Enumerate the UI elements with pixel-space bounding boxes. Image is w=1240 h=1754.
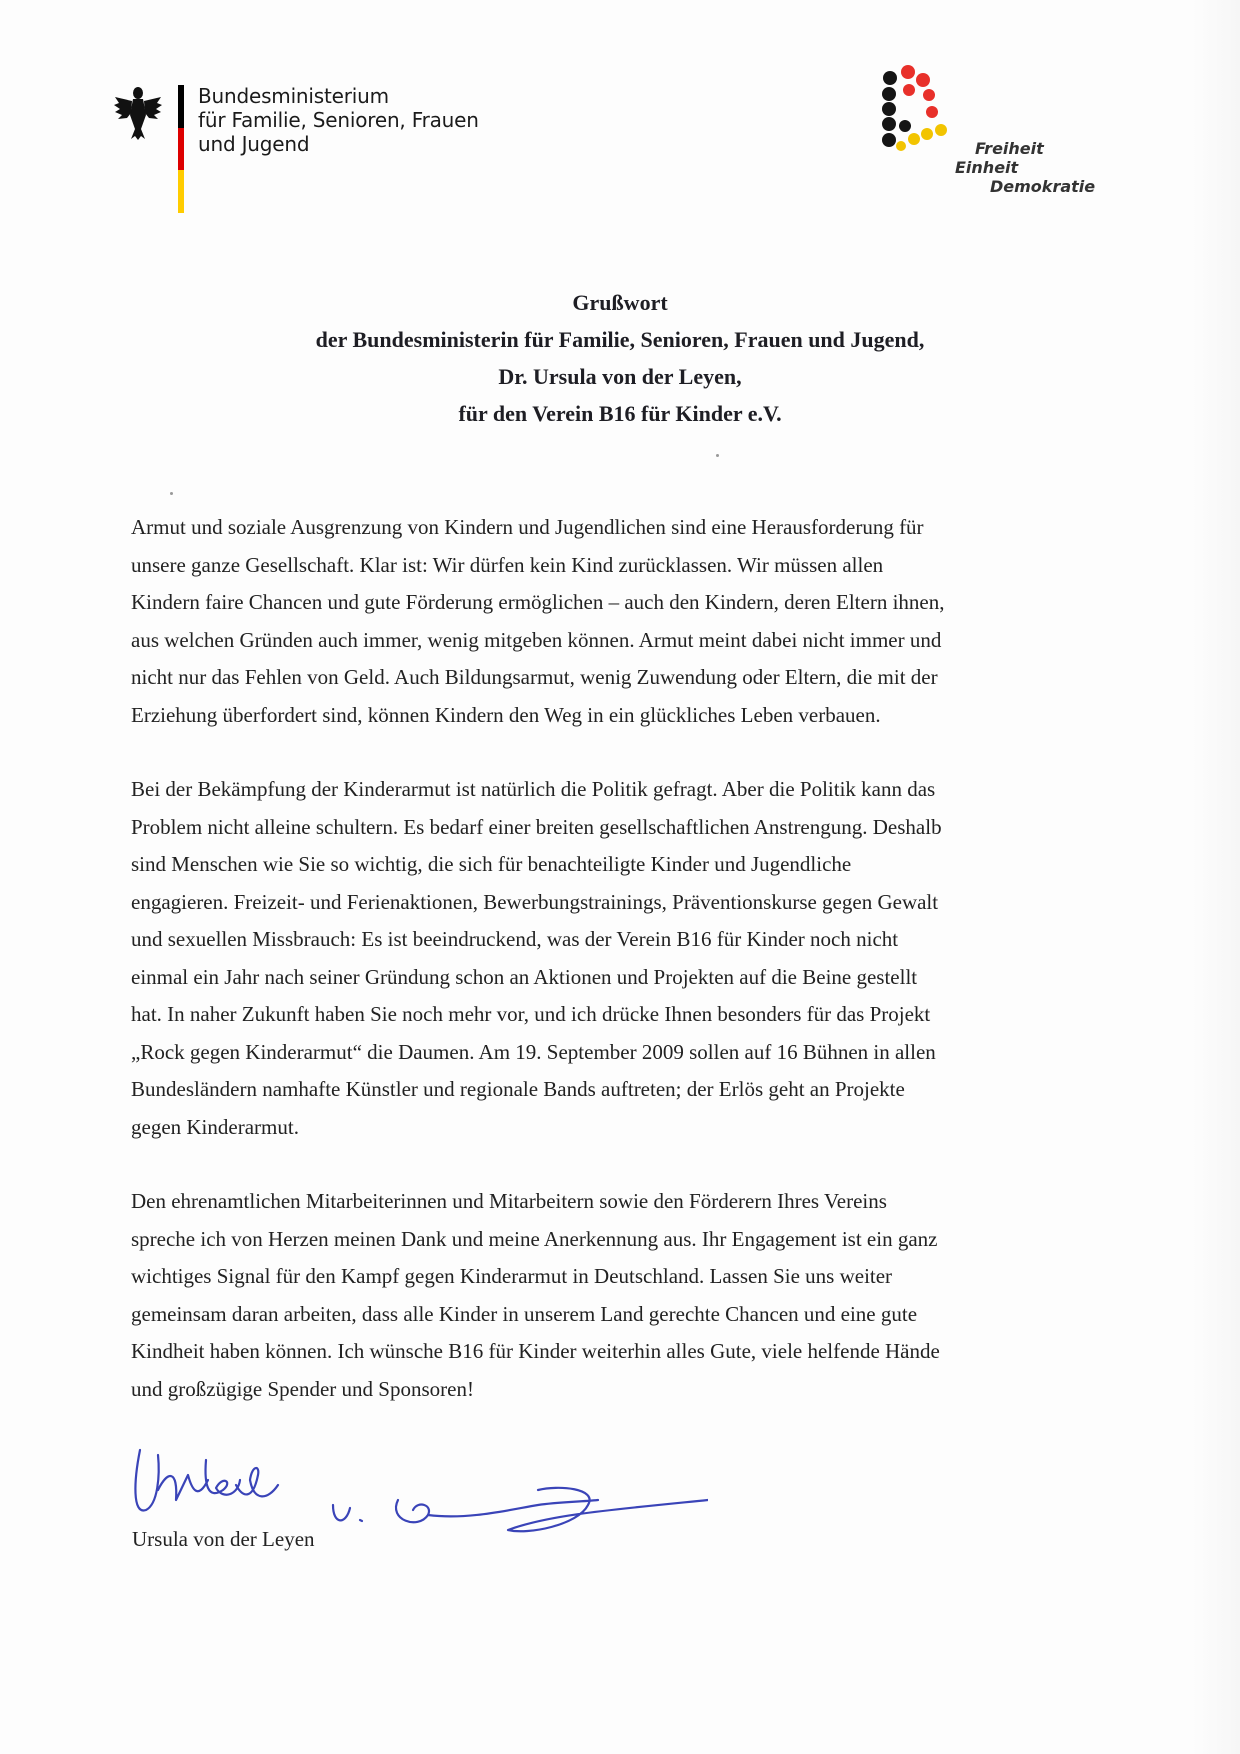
paragraph bbox=[131, 1183, 1111, 1408]
text-line: Kindheit haben können. Ich wünsche B16 für Kinder weiterhin alles Gute, viele helfende Hände bbox=[131, 1339, 940, 1363]
ministry-name bbox=[198, 84, 479, 156]
text-line: Armut und soziale Ausgrenzung von Kindern und Jugendlichen sind eine Herausforderung für bbox=[131, 515, 924, 539]
text-line: „Rock gegen Kinderarmut“ die Daumen. Am 19. September 2009 sollen auf 16 Bühnen in allen bbox=[131, 1039, 936, 1064]
text-line: Den ehrenamtlichen Mitarbeiterinnen und Mitarbeitern sowie den Förderern Ihres Vereins bbox=[131, 1189, 887, 1213]
text-line: gemeinsam daran arbeiten, dass alle Kinder in unserem Land gerechte Chancen und eine gute bbox=[131, 1301, 918, 1326]
flag-stripe-red bbox=[178, 128, 184, 171]
text-line: wichtiges Signal für den Kampf gegen Kinderarmut in Deutschland. Lassen Sie uns weiter bbox=[131, 1264, 893, 1288]
slogan-line: Freiheit bbox=[975, 139, 1044, 158]
slogan-line: Einheit bbox=[955, 158, 1019, 177]
signer-name: Ursula von der Leyen bbox=[132, 1527, 315, 1551]
text-line: engagieren. Freizeit- und Ferienaktionen, Bewerbungstrainings, Präventionskurse gegen Gewalt bbox=[131, 889, 939, 914]
slogan-line: Demokratie bbox=[990, 177, 1096, 196]
text-line: und sexuellen Missbrauch: Es ist beeindruckend, was der Verein B16 für Kinder noch nicht bbox=[131, 927, 899, 951]
text-line: und großzügige Spender und Sponsoren! bbox=[131, 1376, 474, 1401]
ministry-line: und Jugend bbox=[198, 132, 310, 156]
text-line: spreche ich von Herzen meinen Dank und meine Anerkennung aus. Ihr Engagement ist ein ganz bbox=[131, 1226, 938, 1251]
scan-speck bbox=[170, 492, 173, 495]
ministry-line: Bundesministerium bbox=[198, 84, 389, 108]
flag-stripe-gold bbox=[178, 170, 184, 213]
text-line: sind Menschen wie Sie so wichtig, die sich für benachteiligte Kinder und Jugendliche bbox=[131, 852, 852, 876]
scan-speck bbox=[716, 454, 719, 457]
text-line: aus welchen Gründen auch immer, wenig mitgeben können. Armut meint dabei nicht immer und bbox=[131, 627, 942, 652]
title-heading: Grußwort bbox=[572, 290, 668, 315]
jubilee-slogan bbox=[935, 139, 1095, 196]
letter-body bbox=[131, 509, 1111, 1445]
scan-edge-shadow bbox=[1192, 0, 1240, 1754]
federal-eagle-icon bbox=[113, 85, 163, 141]
german-flag-bar bbox=[178, 85, 184, 213]
text-line: Bundesländern namhafte Künstler und regionale Bands auftreten; der Erlös geht an Projekte bbox=[131, 1077, 905, 1101]
title-line: der Bundesministerin für Familie, Senioren, Frauen und Jugend, bbox=[315, 327, 925, 352]
title-line: Dr. Ursula von der Leyen, bbox=[498, 364, 742, 389]
text-line: nicht nur das Fehlen von Geld. Auch Bildungsarmut, wenig Zuwendung oder Eltern, die mit der bbox=[131, 665, 938, 689]
text-line: Kindern faire Chancen und gute Förderung ermöglichen – auch den Kindern, deren Eltern ihnen, bbox=[131, 590, 945, 614]
text-line: hat. In naher Zukunft haben Sie noch mehr vor, und ich drücke Ihnen besonders für das Projekt bbox=[131, 1002, 931, 1026]
text-line: Problem nicht alleine schultern. Es bedarf einer breiten gesellschaftlichen Anstrengung. Deshalb bbox=[131, 814, 942, 839]
text-line: einmal ein Jahr nach seiner Gründung schon an Aktionen und Projekten auf die Beine gestellt bbox=[131, 964, 918, 989]
text-line: Erziehung überfordert sind, können Kindern den Weg in ein glückliches Leben verbauen. bbox=[131, 702, 881, 727]
ministry-line: für Familie, Senioren, Frauen bbox=[198, 108, 479, 132]
letter-title bbox=[0, 284, 1240, 432]
paragraph bbox=[131, 509, 1111, 734]
text-line: Bei der Bekämpfung der Kinderarmut ist natürlich die Politik gefragt. Aber die Politik kann das bbox=[131, 777, 936, 801]
title-line: für den Verein B16 für Kinder e.V. bbox=[458, 401, 782, 426]
text-line: gegen Kinderarmut. bbox=[131, 1114, 299, 1139]
paragraph bbox=[131, 771, 1111, 1146]
text-line: unsere ganze Gesellschaft. Klar ist: Wir dürfen kein Kind zurücklassen. Wir müssen allen bbox=[131, 552, 884, 577]
flag-stripe-black bbox=[178, 85, 184, 128]
